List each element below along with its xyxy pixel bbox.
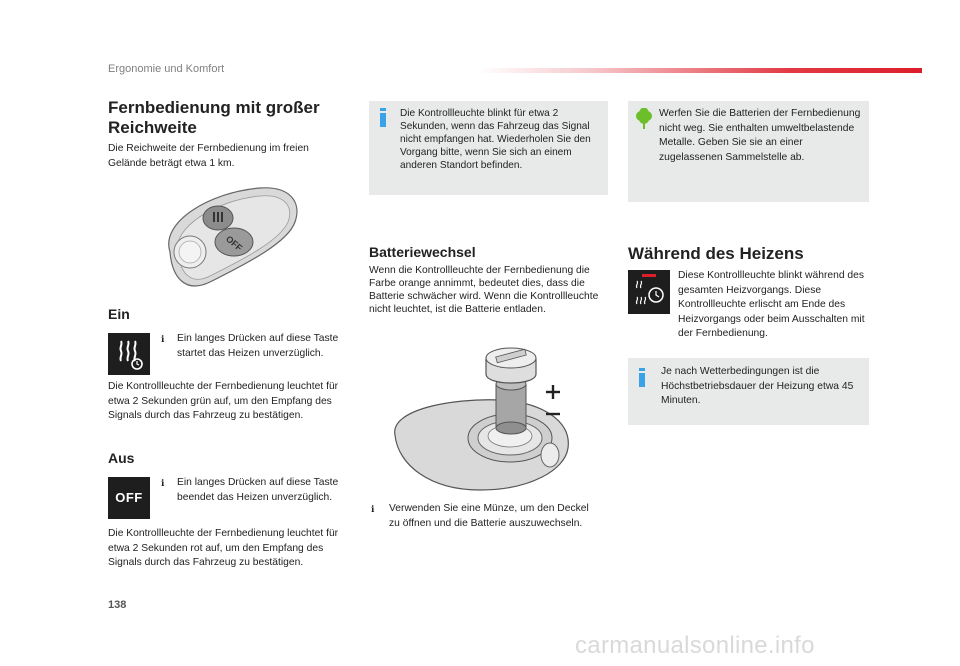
- heating-text: Diese Kontrollleuchte blinkt während des gesamten Heizvorgangs. Diese Kontrollleuchte erlischt am Ende des Heizvorgangs oder beim Ausschalten mit der Fernbedienung.: [678, 270, 865, 339]
- off-bullet-text: Ein langes Drücken auf diese Taste beendet das Heizen unverzüglich.: [177, 477, 339, 503]
- info-icon: [639, 373, 645, 387]
- bullet-marker: ℹ: [161, 334, 165, 344]
- info-icon: [380, 113, 386, 127]
- off-icon-label: OFF: [115, 490, 143, 505]
- info-signal-text: Die Kontrollleuchte blinkt für etwa 2 Sekunden, wenn das Fahrzeug das Signal nicht empfangen hat. Wiederholen Sie den Vorgang bitte, wenn Sie sich an einem anderen Standort befinden.: [400, 108, 591, 171]
- intro-text: Die Reichweite der Fernbedienung im freien Gelände beträgt etwa 1 km.: [108, 143, 309, 169]
- battery-heading: Batteriewechsel: [369, 244, 476, 260]
- page-number: 138: [108, 599, 127, 611]
- eco-text: Werfen Sie die Batterien der Fernbedienung nicht weg. Sie enthalten umweltbelastende Metalle. Geben Sie sie an einer zugelassenen Sammelstelle ab.: [659, 108, 861, 163]
- on-bullet-text: Ein langes Drücken auf diese Taste startet das Heizen unverzüglich.: [177, 333, 339, 359]
- header-rule: [478, 68, 922, 73]
- remote-control-illustration: [150, 182, 305, 300]
- eco-box: [628, 101, 869, 202]
- remote-off-label: OFF: [224, 233, 245, 254]
- info-box-signal: [369, 101, 608, 195]
- page-title: Fernbedienung mit großer Reichweite: [108, 98, 320, 137]
- eco-tree-icon: [635, 108, 653, 130]
- heating-indicator-icon: [628, 270, 670, 314]
- off-description: Die Kontrollleuchte der Fernbedienung leuchtet für etwa 2 Sekunden rot auf, um den Empfang des Signals durch das Fahrzeug zu bestätigen.: [108, 528, 339, 568]
- heating-heading: Während des Heizens: [628, 244, 804, 263]
- off-heading: Aus: [108, 450, 135, 466]
- on-description: Die Kontrollleuchte der Fernbedienung leuchtet für etwa 2 Sekunden grün auf, um den Empfang des Signals durch das Fahrzeug zu bestätigen.: [108, 381, 339, 421]
- heating-on-icon: [108, 333, 150, 375]
- watermark: carmanualsonline.info: [575, 632, 815, 659]
- battery-change-illustration: [390, 340, 575, 498]
- on-heading: Ein: [108, 306, 130, 322]
- bullet-marker: ℹ: [371, 504, 375, 514]
- heating-off-icon: [108, 477, 150, 519]
- bullet-marker: ℹ: [161, 478, 165, 488]
- battery-bullet-text: Verwenden Sie eine Münze, um den Deckel zu öffnen und die Batterie auszuwechseln.: [389, 503, 589, 529]
- info-box-duration: [628, 358, 869, 425]
- battery-text: Wenn die Kontrollleuchte der Fernbedienung die Farbe orange annimmt, bedeutet dies, dass die Batterie schwächer wird. Wenn die Kontrollleuchte nicht leuchtet, ist die Batterie entladen.: [369, 265, 599, 315]
- heating-info-text: Je nach Wetterbedingungen ist die Höchstbetriebsdauer der Heizung etwa 45 Minuten.: [661, 366, 854, 406]
- section-header: Ergonomie und Komfort: [108, 63, 225, 75]
